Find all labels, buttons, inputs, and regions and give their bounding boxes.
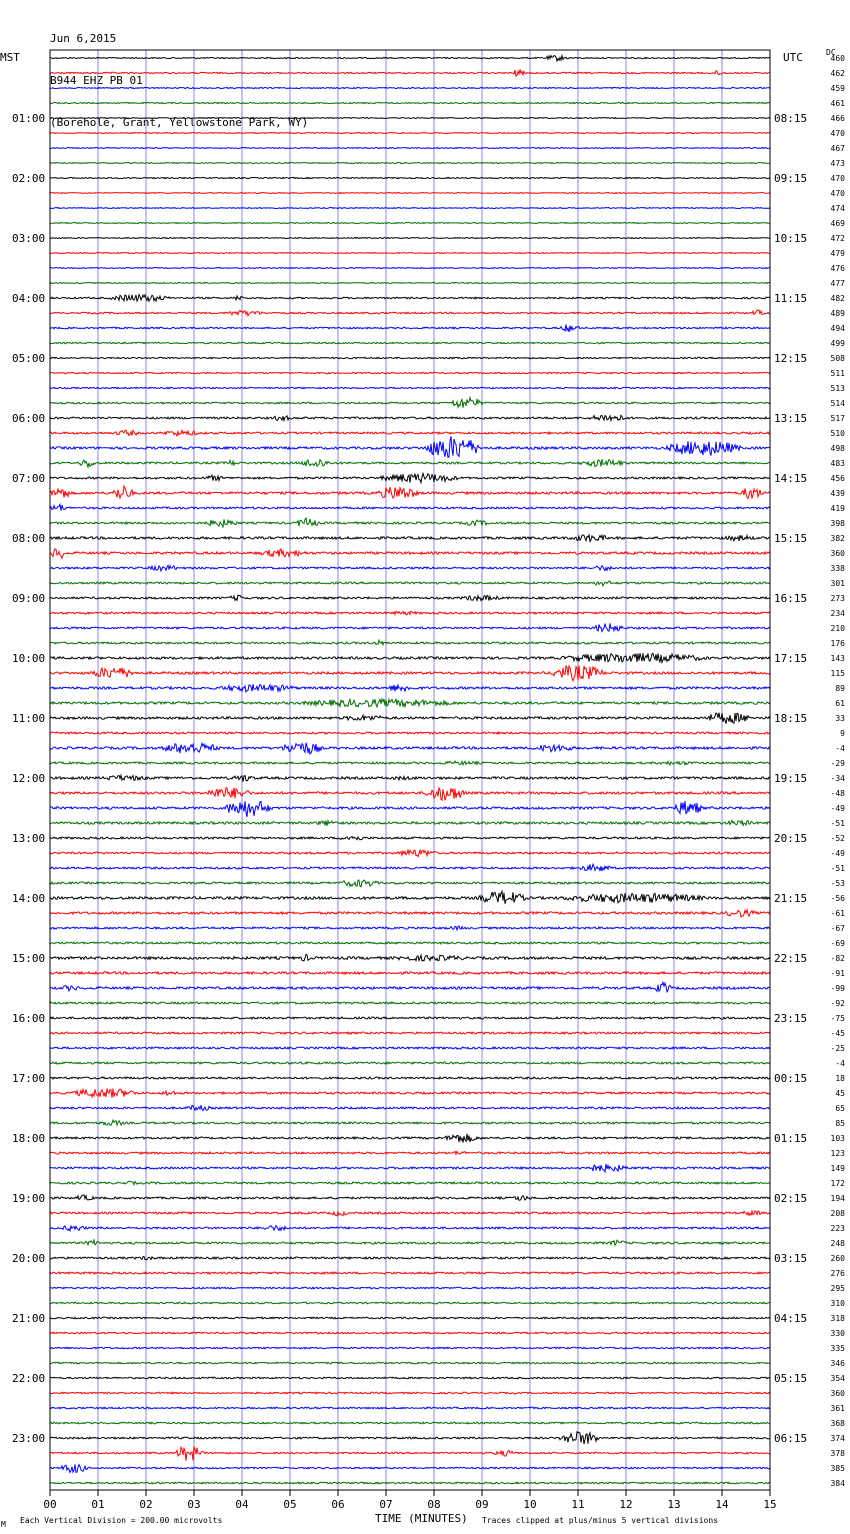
trace-row	[50, 342, 770, 343]
trace-row	[50, 1362, 770, 1364]
dc-offset-value: 456	[830, 474, 845, 483]
trace-row	[50, 954, 770, 961]
hour-label-utc: 04:15	[774, 1312, 808, 1325]
x-tick-label: 04	[235, 1498, 249, 1511]
trace-row	[50, 1347, 770, 1349]
trace-row	[50, 253, 770, 254]
hour-label-utc: 03:15	[774, 1252, 808, 1265]
trace-row	[50, 653, 770, 662]
trace-row	[50, 1151, 770, 1154]
trace-row	[50, 1032, 770, 1034]
hour-label-mst: 10:00	[12, 652, 46, 665]
x-tick-label: 10	[523, 1498, 537, 1511]
hour-label-utc: 01:15	[774, 1132, 808, 1145]
trace-row	[50, 430, 770, 436]
trace-row	[50, 268, 770, 269]
trace-row	[50, 1195, 770, 1200]
hour-label-utc: 09:15	[774, 172, 808, 185]
dc-offset-value: 476	[830, 264, 845, 273]
trace-row	[50, 837, 770, 840]
trace-row	[50, 761, 770, 765]
dc-offset-value: 510	[830, 429, 845, 438]
dc-offset-value: 466	[830, 114, 845, 123]
trace-row	[50, 1077, 770, 1079]
trace-row	[50, 972, 770, 974]
dc-offset-value: -48	[830, 789, 845, 798]
dc-offset-value: -45	[830, 1029, 845, 1038]
trace-row	[50, 1272, 770, 1274]
hour-label-mst: 11:00	[12, 712, 46, 725]
dc-offset-value: 511	[830, 369, 845, 378]
x-tick-label: 01	[91, 1498, 105, 1511]
hour-label-utc: 19:15	[774, 772, 808, 785]
hour-label-mst: 19:00	[12, 1192, 46, 1205]
x-tick-label: 12	[619, 1498, 633, 1511]
hour-label-mst: 08:00	[12, 532, 46, 545]
hour-label-mst: 23:00	[12, 1432, 46, 1445]
trace-row	[50, 611, 770, 614]
dc-offset-value: -29	[830, 759, 845, 768]
trace-row	[50, 684, 770, 692]
trace-row	[50, 1302, 770, 1304]
dc-offset-value: 368	[830, 1419, 845, 1428]
trace-row	[50, 820, 770, 826]
dc-offset-value: 374	[830, 1434, 845, 1443]
trace-row	[50, 436, 770, 457]
trace-row	[50, 1089, 770, 1098]
trace-row	[50, 535, 770, 542]
trace-row	[50, 640, 770, 645]
utc-hour-labels	[774, 112, 807, 1445]
hour-label-utc: 12:15	[774, 352, 808, 365]
mst-hour-labels	[12, 112, 45, 1445]
trace-row	[50, 518, 770, 527]
hour-label-utc: 14:15	[774, 472, 808, 485]
dc-offset-value: 461	[830, 99, 845, 108]
trace-row	[50, 732, 770, 734]
dc-offset-value: 498	[830, 444, 845, 453]
trace-row	[50, 864, 770, 871]
trace-row	[50, 1407, 770, 1409]
dc-offset-value: 248	[830, 1239, 845, 1248]
dc-offset-value: -99	[830, 984, 845, 993]
trace-row	[50, 398, 770, 408]
trace-row	[50, 801, 770, 817]
dc-offset-value: -53	[830, 879, 845, 888]
trace-row	[50, 1226, 770, 1231]
seismic-traces	[50, 56, 770, 1484]
trace-row	[50, 595, 770, 600]
trace-row	[50, 69, 770, 76]
trace-row	[50, 223, 770, 224]
dc-offset-value: -51	[830, 819, 845, 828]
trace-row	[50, 1317, 770, 1319]
dc-offset-value: 469	[830, 219, 845, 228]
dc-offset-value: 470	[830, 189, 845, 198]
dc-offset-value: 310	[830, 1299, 845, 1308]
hour-label-utc: 22:15	[774, 952, 808, 965]
trace-row	[50, 666, 770, 681]
trace-row	[50, 238, 770, 239]
hour-label-utc: 08:15	[774, 112, 808, 125]
trace-row	[50, 372, 770, 373]
dc-offset-value: 123	[830, 1149, 845, 1158]
trace-row	[50, 1211, 770, 1216]
trace-row	[50, 415, 770, 420]
dc-offset-value: 273	[830, 594, 845, 603]
trace-row	[50, 193, 770, 194]
hour-label-mst: 15:00	[12, 952, 46, 965]
dc-offset-value: -69	[830, 939, 845, 948]
dc-offset-value: 494	[830, 324, 845, 333]
trace-row	[50, 208, 770, 209]
dc-offset-value: -91	[830, 969, 845, 978]
dc-offset-value: 210	[830, 624, 845, 633]
trace-row	[50, 1482, 770, 1484]
dc-offset-value: 223	[830, 1224, 845, 1233]
clip-note: Traces clipped at plus/minus 5 vertical divisions	[482, 1516, 719, 1525]
hour-label-utc: 02:15	[774, 1192, 808, 1205]
dc-offset-value: 172	[830, 1179, 845, 1188]
dc-offset-value: 470	[830, 174, 845, 183]
trace-row	[50, 926, 770, 930]
trace-row	[50, 1105, 770, 1110]
dc-offset-value: -52	[830, 834, 845, 843]
x-tick-label: 05	[283, 1498, 297, 1511]
hour-label-utc: 13:15	[774, 412, 808, 425]
dc-offset-value: 143	[830, 654, 845, 663]
trace-row	[50, 1164, 770, 1172]
hour-label-mst: 03:00	[12, 232, 46, 245]
trace-row	[50, 1120, 770, 1125]
dc-offset-value: 483	[830, 459, 845, 468]
trace-row	[50, 1287, 770, 1289]
trace-row	[50, 310, 770, 316]
trace-row	[50, 713, 770, 724]
trace-row	[50, 102, 770, 103]
dc-offset-value: 419	[830, 504, 845, 513]
hour-label-utc: 16:15	[774, 592, 808, 605]
trace-row	[50, 775, 770, 781]
hour-label-mst: 12:00	[12, 772, 46, 785]
hour-label-mst: 06:00	[12, 412, 46, 425]
dc-offset-value: 361	[830, 1404, 845, 1413]
dc-offset-value: 513	[830, 384, 845, 393]
dc-offset-value: -4	[835, 1059, 845, 1068]
dc-offset-value: 499	[830, 339, 845, 348]
x-tick-label: 08	[427, 1498, 441, 1511]
hour-label-utc: 23:15	[774, 1012, 808, 1025]
dc-offset-value: 470	[830, 129, 845, 138]
dc-offset-value: 276	[830, 1269, 845, 1278]
dc-offset-value: -61	[830, 909, 845, 918]
trace-row	[50, 177, 770, 178]
x-tick-label: 09	[475, 1498, 489, 1511]
trace-row	[50, 1017, 770, 1019]
dc-offset-value: 482	[830, 294, 845, 303]
dc-offset-value: 61	[835, 699, 845, 708]
dc-offset-value: 208	[830, 1209, 845, 1218]
dc-offset-value: -49	[830, 804, 845, 813]
dc-offset-value: 354	[830, 1374, 845, 1383]
dc-offset-value: 194	[830, 1194, 845, 1203]
trace-row	[50, 295, 770, 302]
dc-offset-value: 462	[830, 69, 845, 78]
dc-offset-value: 295	[830, 1284, 845, 1293]
x-tick-label: 07	[379, 1498, 393, 1511]
dc-offset-value: 18	[835, 1074, 845, 1083]
dc-offset-value: 338	[830, 564, 845, 573]
hour-label-utc: 18:15	[774, 712, 808, 725]
dc-offset-value: -67	[830, 924, 845, 933]
trace-row	[50, 473, 770, 482]
trace-row	[50, 699, 770, 707]
hour-label-mst: 17:00	[12, 1072, 46, 1085]
trace-row	[50, 891, 770, 903]
hour-label-utc: 15:15	[774, 532, 808, 545]
hour-label-utc: 00:15	[774, 1072, 808, 1085]
dc-offset-value: 360	[830, 549, 845, 558]
dc-offset-value: 517	[830, 414, 845, 423]
dc-offset-value: 346	[830, 1359, 845, 1368]
trace-row	[50, 504, 770, 510]
trace-row	[50, 1446, 770, 1460]
dc-offset-value: 398	[830, 519, 845, 528]
trace-row	[50, 566, 770, 571]
trace-row	[50, 1181, 770, 1185]
hour-label-mst: 07:00	[12, 472, 46, 485]
dc-offset-value: 9	[840, 729, 845, 738]
trace-row	[50, 1257, 770, 1260]
dc-offset-value: -49	[830, 849, 845, 858]
trace-row	[50, 1432, 770, 1444]
dc-offset-value: 474	[830, 204, 845, 213]
dc-offset-value: -92	[830, 999, 845, 1008]
trace-row	[50, 118, 770, 119]
dc-offset-value: 330	[830, 1329, 845, 1338]
x-tick-label: 06	[331, 1498, 345, 1511]
hour-label-mst: 13:00	[12, 832, 46, 845]
trace-row	[50, 459, 770, 467]
dc-offset-value: -82	[830, 954, 845, 963]
dc-offset-value: -34	[830, 774, 845, 783]
trace-row	[50, 283, 770, 284]
dc-offset-value: 382	[830, 534, 845, 543]
trace-row	[50, 788, 770, 801]
dc-offset-value: 385	[830, 1464, 845, 1473]
dc-offset-value: 176	[830, 639, 845, 648]
hour-label-mst: 01:00	[12, 112, 46, 125]
corner-mark: M	[1, 1520, 6, 1529]
dc-offset-value: 514	[830, 399, 845, 408]
hour-label-utc: 11:15	[774, 292, 808, 305]
hour-label-utc: 17:15	[774, 652, 808, 665]
x-axis-title: TIME (MINUTES)	[375, 1512, 468, 1525]
dc-offset-value: 439	[830, 489, 845, 498]
dc-offset-value: -56	[830, 894, 845, 903]
hour-label-mst: 21:00	[12, 1312, 46, 1325]
hour-label-utc: 05:15	[774, 1372, 808, 1385]
hour-label-mst: 02:00	[12, 172, 46, 185]
dc-offset-value: 85	[835, 1119, 845, 1128]
trace-row	[50, 1332, 770, 1334]
x-tick-label: 00	[43, 1498, 57, 1511]
dc-column-header: DC	[826, 48, 836, 57]
dc-offset-value: 378	[830, 1449, 845, 1458]
dc-offset-value: 508	[830, 354, 845, 363]
trace-row	[50, 1062, 770, 1064]
x-tick-label: 11	[571, 1498, 585, 1511]
dc-offset-value: 301	[830, 579, 845, 588]
trace-row	[50, 357, 770, 358]
trace-row	[50, 743, 770, 754]
plot-date: Jun 6,2015	[50, 32, 117, 45]
hour-label-utc: 20:15	[774, 832, 808, 845]
hour-label-mst: 20:00	[12, 1252, 46, 1265]
dc-offset-value: 459	[830, 84, 845, 93]
right-timezone-label: UTC	[783, 51, 803, 64]
trace-row	[50, 133, 770, 134]
hour-label-mst: 04:00	[12, 292, 46, 305]
dc-offset-value: 467	[830, 144, 845, 153]
dc-offset-labels	[831, 54, 846, 1488]
dc-offset-value: 335	[830, 1344, 845, 1353]
trace-row	[50, 148, 770, 149]
dc-offset-value: 234	[830, 609, 845, 618]
trace-row	[50, 56, 770, 61]
trace-row	[50, 982, 770, 992]
dc-offset-value: 115	[830, 669, 845, 678]
dc-offset-value: 89	[835, 684, 845, 693]
hour-label-mst: 16:00	[12, 1012, 46, 1025]
left-timezone-label: MST	[0, 51, 20, 64]
dc-offset-value: 489	[830, 309, 845, 318]
hour-label-utc: 21:15	[774, 892, 808, 905]
dc-offset-value: -51	[830, 864, 845, 873]
trace-row	[50, 1392, 770, 1394]
trace-row	[50, 623, 770, 631]
station-code: B944 EHZ PB 01	[50, 74, 143, 87]
hour-label-mst: 18:00	[12, 1132, 46, 1145]
x-tick-label: 03	[187, 1498, 201, 1511]
dc-offset-value: 479	[830, 249, 845, 258]
dc-offset-value: 45	[835, 1089, 845, 1098]
trace-row	[50, 1002, 770, 1004]
trace-row	[50, 1465, 770, 1473]
dc-offset-value: 360	[830, 1389, 845, 1398]
trace-row	[50, 880, 770, 887]
trace-row	[50, 1047, 770, 1049]
x-axis-ticks	[43, 1490, 776, 1511]
dc-offset-value: 149	[830, 1164, 845, 1173]
trace-row	[50, 1422, 770, 1424]
trace-row	[50, 1134, 770, 1143]
trace-row	[50, 850, 770, 857]
hour-label-utc: 06:15	[774, 1432, 808, 1445]
dc-offset-value: -4	[835, 744, 845, 753]
hour-label-utc: 10:15	[774, 232, 808, 245]
hour-label-mst: 14:00	[12, 892, 46, 905]
trace-row	[50, 387, 770, 388]
x-tick-label: 14	[715, 1498, 729, 1511]
dc-offset-value: 103	[830, 1134, 845, 1143]
trace-row	[50, 549, 770, 558]
dc-offset-value: 472	[830, 234, 845, 243]
trace-row	[50, 486, 770, 499]
dc-offset-value: 65	[835, 1104, 845, 1113]
dc-offset-value: 318	[830, 1314, 845, 1323]
trace-row	[50, 1240, 770, 1245]
trace-row	[50, 87, 770, 88]
hour-label-mst: 09:00	[12, 592, 46, 605]
trace-row	[50, 163, 770, 164]
dc-offset-value: 460	[830, 54, 845, 63]
trace-row	[50, 942, 770, 944]
trace-row	[50, 325, 770, 333]
trace-row	[50, 910, 770, 917]
x-tick-label: 02	[139, 1498, 153, 1511]
dc-offset-value: 260	[830, 1254, 845, 1263]
hour-label-mst: 22:00	[12, 1372, 46, 1385]
dc-offset-value: 477	[830, 279, 845, 288]
station-location: (Borehole, Grant, Yellowstone Park, WY)	[50, 116, 309, 129]
dc-offset-value: 473	[830, 159, 845, 168]
x-tick-label: 13	[667, 1498, 681, 1511]
trace-row	[50, 1377, 770, 1379]
scale-note: Each Vertical Division = 200.00 microvolts	[20, 1516, 223, 1525]
hour-label-mst: 05:00	[12, 352, 46, 365]
x-tick-label: 15	[763, 1498, 777, 1511]
dc-offset-value: 33	[835, 714, 845, 723]
dc-offset-value: -25	[830, 1044, 845, 1053]
dc-offset-value: 384	[830, 1479, 845, 1488]
dc-offset-value: -75	[830, 1014, 845, 1023]
trace-row	[50, 581, 770, 586]
